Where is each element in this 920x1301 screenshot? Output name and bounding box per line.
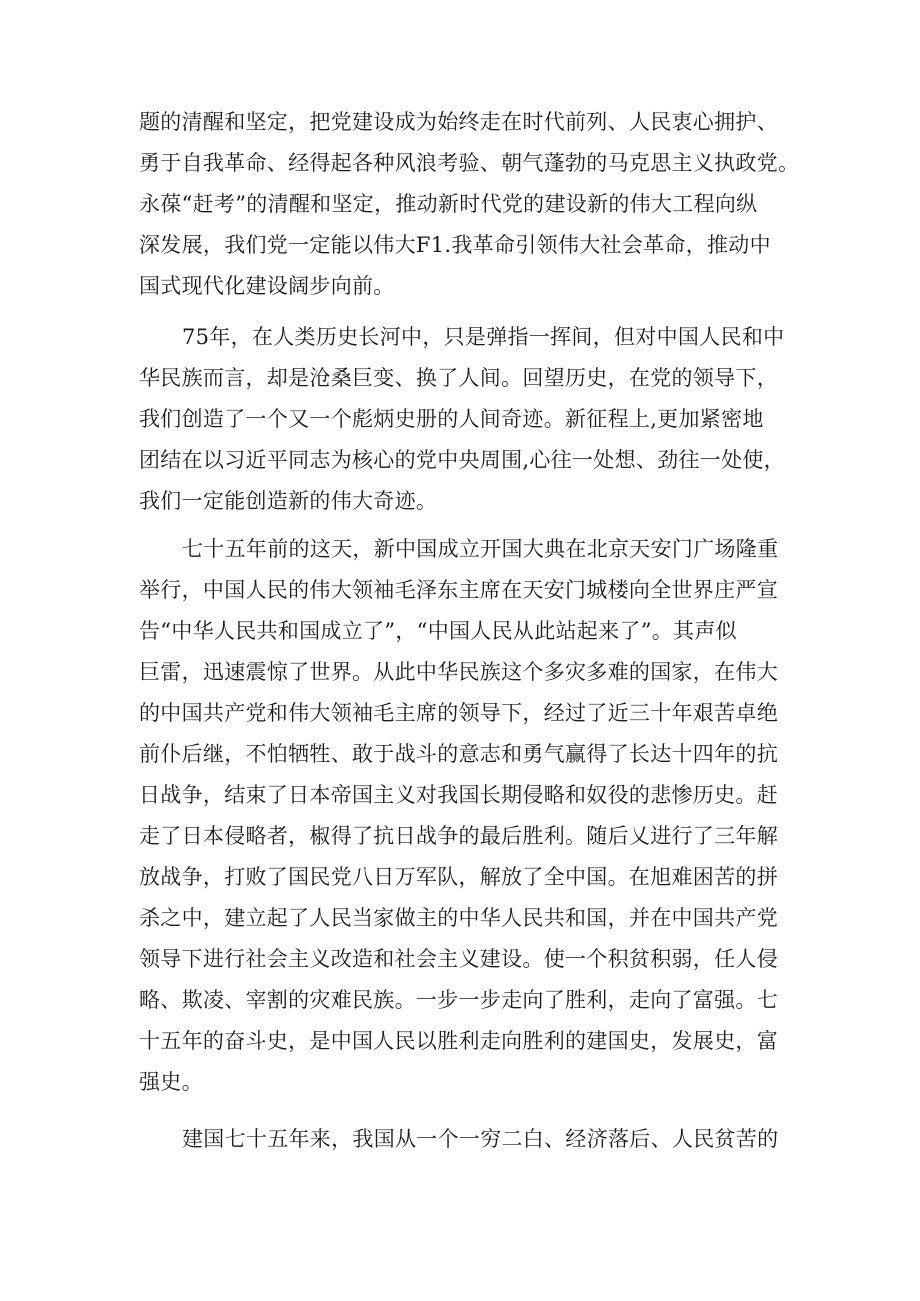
paragraph-3-line-5: 的中国共产党和伟大领袖毛主席的领导下，经过了近三十年艰苦卓绝 bbox=[139, 701, 778, 725]
paragraph-3-line-3: 告“中华人民共和国成立了”，“中国人民从此站起来了”。其声似 bbox=[139, 619, 737, 643]
paragraph-1-line-1: 题的清醒和坚定，把党建设成为始终走在时代前列、人民衷心拥护、 bbox=[139, 110, 778, 134]
paragraph-3-line-2: 举行，中国人民的伟大领袖毛泽东主席在天安门城楼向全世界庄严宣 bbox=[139, 578, 778, 602]
paragraph-3-line-10: 杀之中，建立起了人民当家做主的中华人民共和国，并在中国共产党 bbox=[139, 906, 778, 930]
paragraph-4-line-1: 建国七十五年来，我国从一个一穷二白、经济落后、人民贫苦的 bbox=[182, 1127, 779, 1151]
paragraph-3-line-1: 七十五年前的这天，新中国成立开国大典在北京天安门广场隆重 bbox=[182, 537, 779, 561]
paragraph-2-line-3: 我们创造了一个又一个彪炳史册的人间奇迹。新征程上,更加紧密地 bbox=[139, 407, 764, 431]
paragraph-1-line-4: 深发展，我们党一定能以伟大F1.我革命引领伟大社会革命，推动中 bbox=[139, 233, 771, 257]
paragraph-3-line-8: 走了日本侵略者，椒得了抗日战争的最后胜利。随后乂进行了三年解 bbox=[139, 824, 778, 848]
paragraph-3-line-9: 放战争，打败了国民党八日万军队，解放了全中国。在旭难困苦的拼 bbox=[139, 865, 778, 889]
paragraph-2-line-4: 团结在以习近平同志为核心的党中央周围,心往一处想、劲往一处使， bbox=[139, 448, 785, 472]
paragraph-2-line-1: 75年，在人类历史长河中，只是弹指一挥间，但对中国人民和中 bbox=[182, 325, 785, 349]
paragraph-3-line-14: 强史。 bbox=[139, 1070, 203, 1094]
paragraph-1-line-5: 国式现代化建设阔步向前。 bbox=[139, 274, 395, 298]
paragraph-3-line-6: 前仆后继，不怕牺牲、敢于战斗的意志和勇气赢得了长达十四年的抗 bbox=[139, 742, 778, 766]
paragraph-3-line-13: 十五年的奋斗史，是中国人民以胜利走向胜利的建国史，发展史，富 bbox=[139, 1029, 778, 1053]
paragraph-3-line-7: 日战争，结束了日本帝国主义对我国长期侵略和奴役的悲惨历史。赶 bbox=[139, 783, 778, 807]
paragraph-2-line-5: 我们一定能创造新的伟大奇迹。 bbox=[139, 489, 438, 513]
paragraph-2-line-2: 华民族而言，却是沧桑巨变、换了人间。回望历史，在党的领导下， bbox=[139, 366, 778, 390]
paragraph-1-line-3: 永葆“赶考”的清醒和坚定，推动新时代党的建设新的伟大工程向纵 bbox=[139, 192, 758, 216]
paragraph-3-line-12: 略、欺凌、宰割的灾难民族。一步一步走向了胜利，走向了富强。七 bbox=[139, 988, 778, 1012]
paragraph-3-line-11: 领导下进行社会主义改造和社会主义建设。使一个积贫积弱，任人侵 bbox=[139, 947, 778, 971]
paragraph-3-line-4: 巨雷，迅速震惊了世界。从此中华民族这个多灾多难的国家，在伟大 bbox=[139, 660, 778, 684]
paragraph-1-line-2: 勇于自我革命、经得起各种风浪考验、朝气蓬勃的马克思主义执政党。 bbox=[139, 151, 800, 175]
